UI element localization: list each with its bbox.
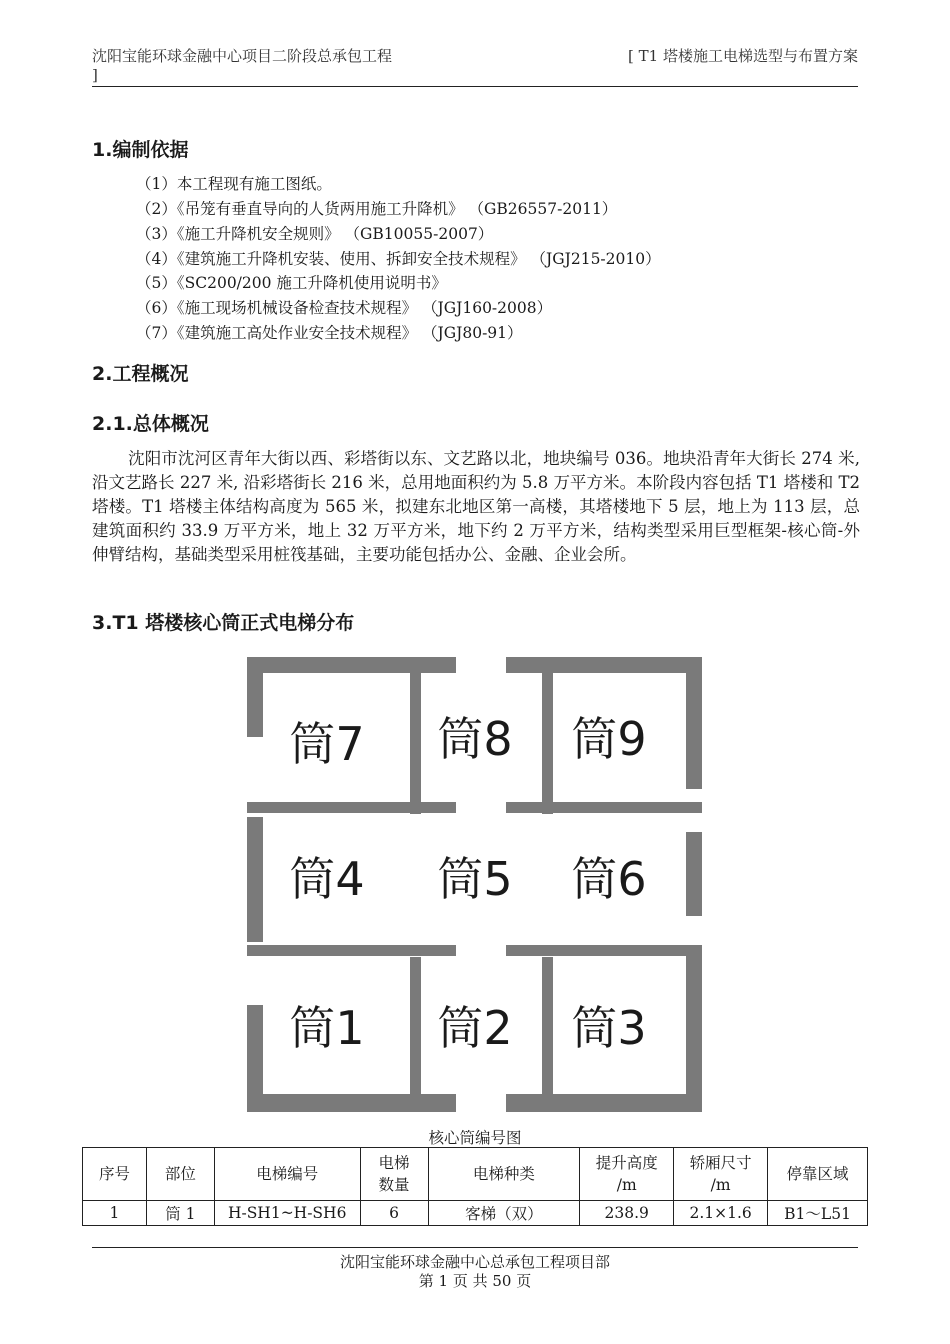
reference-item: （5）《SC200/200 施工升降机使用说明书》 [136,274,447,292]
header-bracket: ] [92,66,98,84]
reference-item: （7）《建筑施工高处作业安全技术规程》 （JGJ80-91） [136,324,523,342]
table-row [83,1201,868,1226]
reference-item: （6）《施工现场机械设备检查技术规程》 （JGJ160-2008） [136,299,553,317]
table-cell: H-SH1~H-SH6 [214,1201,360,1226]
header-left: 沈阳宝能环球金融中心项目二阶段总承包工程 [92,47,393,65]
table-cell: 1 [83,1201,147,1226]
core-tube-diagram [247,657,702,1112]
reference-item: （3）《施工升降机安全规则》 （GB10055-2007） [136,225,494,243]
header-divider [92,86,858,87]
header-right: [ T1 塔楼施工电梯选型与布置方案 [628,47,858,65]
core-label-3: 筒3 [571,1001,647,1055]
footer-divider [92,1247,858,1248]
core-label-2: 筒2 [437,1001,513,1055]
col-header: 序号 [83,1148,147,1201]
section3-title: 3.T1 塔楼核心筒正式电梯分布 [92,612,355,634]
col-header: 电梯 数量 [360,1148,428,1201]
section2-title: 2.工程概况 [92,363,189,385]
core-label-6: 筒6 [571,852,647,906]
table-cell: 客梯（双） [428,1201,580,1226]
table-cell: 238.9 [580,1201,674,1226]
table-cell: 6 [360,1201,428,1226]
col-header: 部位 [146,1148,214,1201]
core-label-1: 筒1 [289,1001,365,1055]
diagram-caption: 核心筒编号图 [428,1129,522,1147]
overview-text: 沈阳市沈河区青年大街以西、彩塔街以东、文艺路以北，地块编号 036。地块沿青年大街长 274 米,沿文艺路长 227 米, 沿彩塔街长 216 米，总用地面积约为 5.8 万平方米。本阶段内容包括 T1 塔楼和 T2 塔楼。T1 塔楼主体结构高度为 565 米，拟建东北地区第一高楼，其塔楼地下 5 层，地上为 113 层，总建筑面积约 33.9 万平方米，地上 32 万平方米，地下约 2 万平方米，结构类型采用巨型框架-核心筒-外伸臂结构，基础类型采用桩筏基础，主要功能包括办公、金融、企业会所。 [92,449,860,564]
reference-item: （2）《吊笼有垂直导向的人货两用施工升降机》 （GB26557-2011） [136,200,618,218]
col-header: 提升高度 /m [580,1148,674,1201]
col-header: 停靠区域 [768,1148,868,1201]
reference-item: （4）《建筑施工升降机安装、使用、拆卸安全技术规程》 （JGJ215-2010） [136,250,661,268]
table-header-row [83,1148,868,1201]
col-header: 轿厢尺寸 /m [674,1148,768,1201]
overview-paragraph [92,447,860,567]
section2-1-title: 2.1.总体概况 [92,413,209,435]
core-label-8: 筒8 [437,712,513,766]
table-cell: 2.1×1.6 [674,1201,768,1226]
core-label-5: 筒5 [437,852,513,906]
footer-org: 沈阳宝能环球金融中心总承包工程项目部 [339,1253,610,1271]
section1-title: 1.编制依据 [92,139,189,161]
elevator-table [82,1147,868,1226]
col-header: 电梯种类 [428,1148,580,1201]
core-label-4: 筒4 [289,852,365,906]
table-cell: B1～L51 [768,1201,868,1226]
core-label-9: 筒9 [571,712,647,766]
table-cell: 筒 1 [146,1201,214,1226]
col-header: 电梯编号 [214,1148,360,1201]
reference-item: （1）本工程现有施工图纸。 [136,175,332,193]
footer-page-number: 第 1 页 共 50 页 [418,1272,532,1290]
core-label-7: 筒7 [289,717,365,771]
